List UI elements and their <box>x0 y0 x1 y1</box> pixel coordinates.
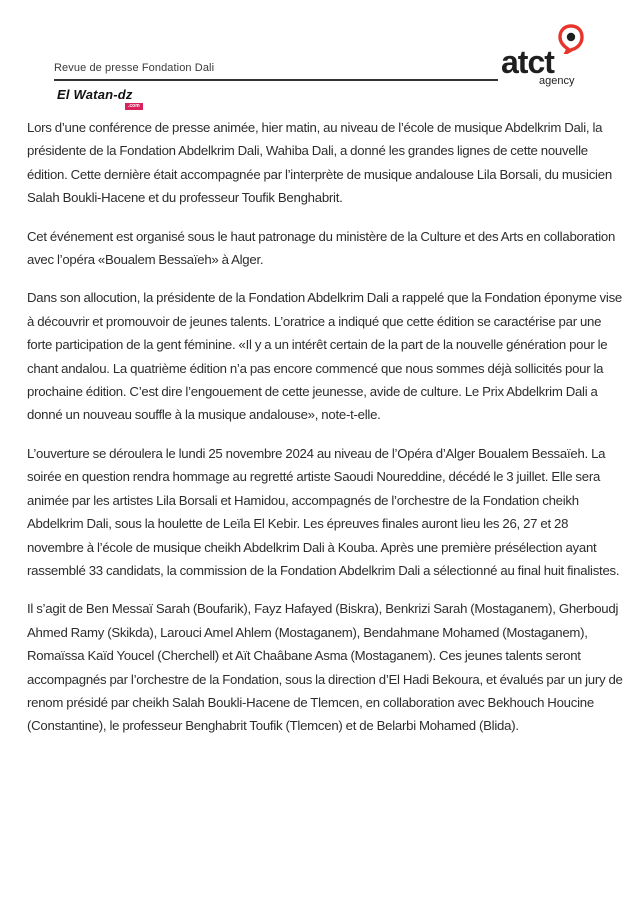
article-paragraph: L’ouverture se déroulera le lundi 25 novembre 2024 au niveau de l’Opéra d’Alger Boualem Bessaïeh. La soirée en question rendra hommage au regretté artiste Saoudi Noureddine, décédé le 3 juillet. Elle sera animée par les artistes Lila Borsali et Hamidou, accompagnés de l’orchestre de la Fondation cheikh Abdelkrim Dali, sous la houlette de Leïla El Kebir. Les épreuves finales auront lieu les 26, 27 et 28 novembre à l’école de musique cheikh Abdelkrim Dali à Kouba. Après une première présélection ayant rassemblé 33 candidats, la commission de la Fondation Abdelkrim Dali a sélectionné au final huit finalistes. <box>27 445 620 578</box>
atct-wordmark: atct <box>501 44 554 80</box>
article-paragraph: Cet événement est organisé sous le haut patronage du ministère de la Culture et des Arts en collaboration avec l’opéra «Boualem Bessaïeh» à Alger. <box>27 228 616 268</box>
article-paragraph: Lors d’une conférence de presse animée, hier matin, au niveau de l’école de musique Abdelkrim Dali, la présidente de la Fondation Abdelkrim Dali, Wahiba Dali, a donné les grandes lignes de cette nouvelle édition. Cette dernière était accompagnée par l’interprète de musique andalouse Lila Borsali, du musicien Salah Boukli-Hacene et du professeur Toufik Benghabrit. <box>27 120 612 206</box>
map-pin-icon <box>557 24 585 54</box>
review-title: Revue de presse Fondation Dali <box>54 62 215 74</box>
article-paragraph: Il s’agit de Ben Messaï Sarah (Boufarik), Fayz Hafayed (Biskra), Benkrizi Sarah (Mostaganem), Gherboudj Ahmed Ramy (Skikda), Larouci Amel Ahlem (Mostaganem), Bendahmane Mohamed (Mostaganem), Romaïssa Kaïd Youcel (Cherchell) et Aït Chaâbane Asma (Mostaganem). Ces jeunes talents seront accompagnés par l’orchestre de la Fondation, sous la direction d’El Hadi Bekoura, et évalués par un jury de renom présidé par cheikh Salah Boukli-Hacene de Tlemcen, en collaboration avec Bekhouch Houcine (Constantine), le professeur Benghabrit Toufik (Tlemcen) et de Belarbi Mohamed (Blida). <box>27 601 623 734</box>
source-logo <box>57 88 167 114</box>
source-tld-badge: .com <box>125 103 143 110</box>
source-name: El Watan-dz <box>57 87 133 102</box>
header-divider <box>54 79 498 81</box>
article-body <box>27 116 623 753</box>
atct-subtitle: agency <box>539 75 575 87</box>
atct-agency-logo <box>497 22 597 94</box>
article-paragraph: Dans son allocution, la présidente de la Fondation Abdelkrim Dali a rappelé que la Fondation éponyme vise à découvrir et promouvoir de jeunes talents. L’oratrice a indiqué que cette édition se caractérise par une forte participation de la gent féminine. «Il y a un intérêt certain de la part de la nouvelle génération pour le chant andalou. La quatrième édition n’a pas encore commencé que nous sommes déjà sollicités pour la prochaine édition. C’est dire l’engouement de cette jeunesse, avide de culture. Le Prix Abdelkrim Dali a donné un nouveau souffle à la musique andalouse», note-t-elle. <box>27 290 623 423</box>
